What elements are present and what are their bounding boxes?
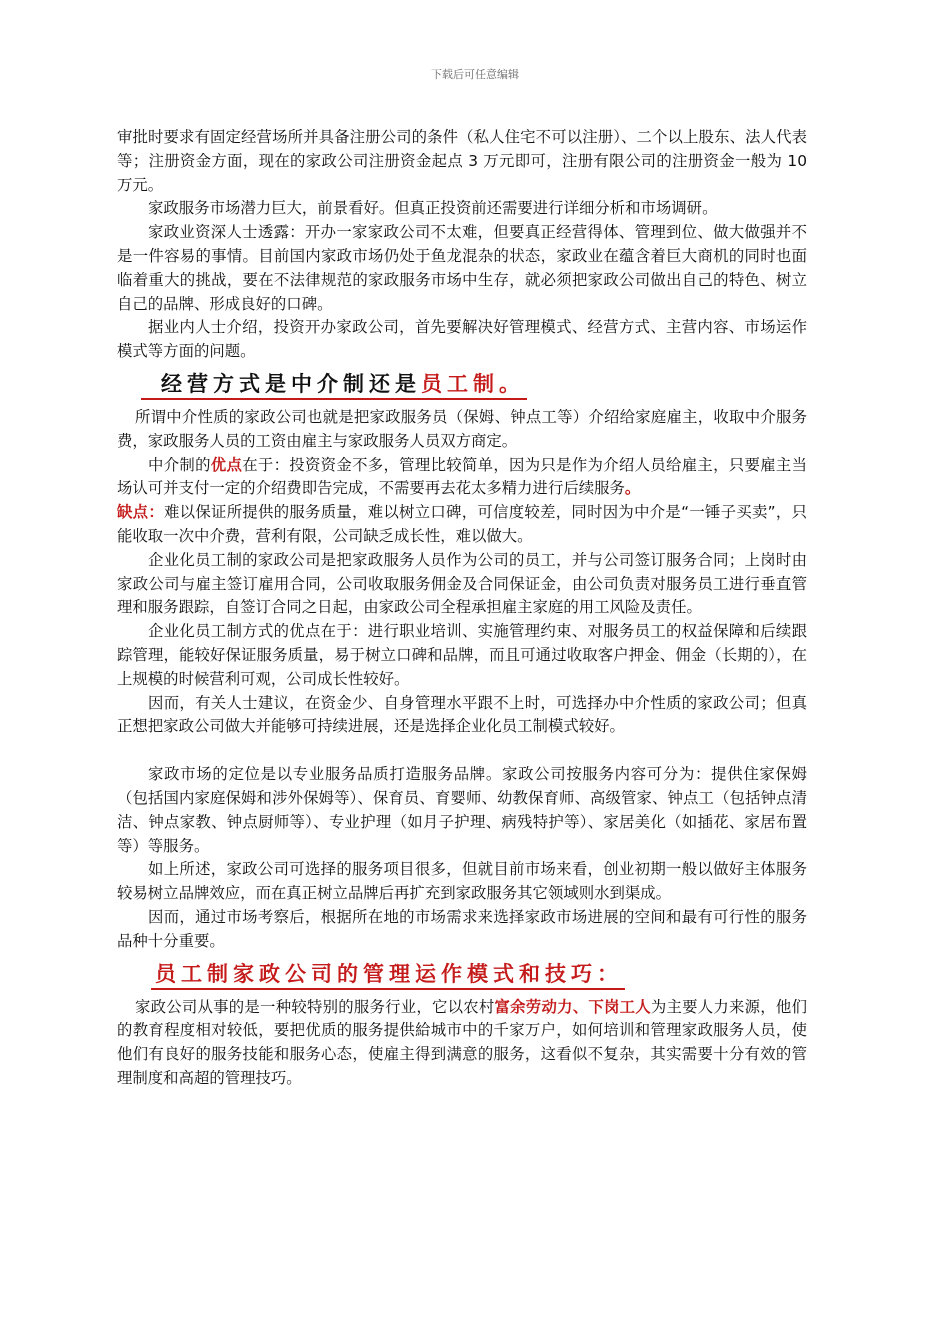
highlight-advantage: 优点 [210,455,243,474]
paragraph: 企业化员工制的家政公司是把家政服务人员作为公司的员工，并与公司签订服务合同；上岗时由家政公司与雇主签订雇用合同，公司收取服务佣金及合同保证金，由公司负责对服务员工进行垂直管理和服务跟踪，自签订合同之日起，由家政公司全程承担雇主家庭的用工风险及责任。 [117,550,807,617]
paragraph: 家政服务市场潜力巨大，前景看好。但真正投资前还需要进行详细分析和市场调研。 [148,199,718,218]
text: 中介制的 [148,455,211,474]
section-heading-business-mode [141,370,527,400]
section-heading-wrap [117,364,807,406]
paragraph: 如上所述，家政公司可选择的服务项目很多，但就目前市场来看，创业初期一般以做好主体服务较易树立品牌效应，而在真正树立品牌后再扩充到家政服务其它领域则水到渠成。 [117,860,807,903]
paragraph [117,501,807,549]
paragraph: 企业化员工制方式的优点在于：进行职业培训、实施管理约束、对服务员工的权益保障和后续跟踪管理，能较好保证服务质量，易于树立口碑和品牌，而且可通过收取客户押金、佣金（长期的），在上规模的时候营利可观，公司成长性较好。 [117,622,807,688]
section-heading-wrap [117,954,807,996]
text: 难以保证所提供的服务质量，难以树立口碑，可信度较差，同时因为中介是“一锤子买卖”，只能收取一次中介费，营利有限，公司缺乏成长性，难以做大。 [117,503,807,545]
highlight-disadvantage: 缺点： [117,503,165,522]
heading-text-highlight: 员工制。 [421,370,525,396]
page-header: 下载后可任意编辑 [431,68,519,81]
paragraph [117,996,807,1091]
paragraph: 据业内人士介绍，投资开办家政公司，首先要解决好管理模式、经营方式、主营内容、市场运作模式等方面的问题。 [117,318,807,361]
text: 家政公司从事的是一种较特别的服务行业，它以农村 [135,997,495,1016]
paragraph: 因而，有关人士建议，在资金少、自身管理水平跟不上时，可选择办中介性质的家政公司；但真正想把家政公司做大并能够可持续进展，还是选择企业化员工制模式较好。 [117,693,807,736]
paragraph: 所谓中介性质的家政公司也就是把家政服务员（保姆、钟点工等）介绍给家庭雇主，收取中介服务费，家政服务人员的工资由雇主与家政服务人员双方商定。 [117,407,807,450]
document-body [117,126,807,1091]
blank-line [117,739,807,763]
paragraph: 家政业资深人士透露：开办一家家政公司不太难，但要真正经营得体、管理到位、做大做强并不是一件容易的事情。目前国内家政市场仍处于鱼龙混杂的状态，家政业在蕴含着巨大商机的同时也面临着重大的挑战，要在不法律规范的家政服务市场中生存，就必须把家政公司做出自己的特色、树立自己的品牌、形成良好的口碑。 [117,223,807,313]
text: 在于：投资资金不多，管理比较简单，因为只是作为介绍人员给雇主，只要雇主当场认可并支付一定的介绍费即告完成，不需要再去花太多精力进行后续服务 [117,455,807,498]
text: 为主要人力来源，他们的教育程度相对较低，要把优质的服务提供給城市中的千家万户，如何培训和管理家政服务人员，使他们有良好的服务技能和服务心态，使雇主得到满意的服务，这看似不复杂，其实需要十分有效的管理制度和高超的管理技巧。 [117,997,807,1087]
paragraph [117,454,807,502]
paragraph: 审批时要求有固定经营场所并具备注册公司的条件（私人住宅不可以注册）、二个以上股东、法人代表等；注册资金方面，现在的家政公司注册资金起点 3 万元即可，注册有限公司的注册资金一般为 10 万元。 [117,128,807,194]
paragraph: 家政市场的定位是以专业服务品质打造服务品牌。家政公司按服务内容可分为：提供住家保姆（包括国内家庭保姆和涉外保姆等）、保育员、育婴师、幼教保育师、高级管家、钟点工（包括钟点清洁、钟点家教、钟点厨师等）、专业护理（如月子护理、病残特护等）、家居美化（如插花、家居布置等）等服务。 [117,765,807,855]
paragraph: 因而，通过市场考察后，根据所在地的市场需求来选择家政市场进展的空间和最有可行性的服务品种十分重要。 [117,907,807,950]
highlight-labor-source: 富余劳动力、下岗工人 [494,997,651,1016]
text: 。 [624,479,641,498]
heading-text: 经营方式是中介制还是 [161,370,421,396]
section-heading-management: 员工制家政公司的管理运作模式和技巧： [151,960,625,990]
